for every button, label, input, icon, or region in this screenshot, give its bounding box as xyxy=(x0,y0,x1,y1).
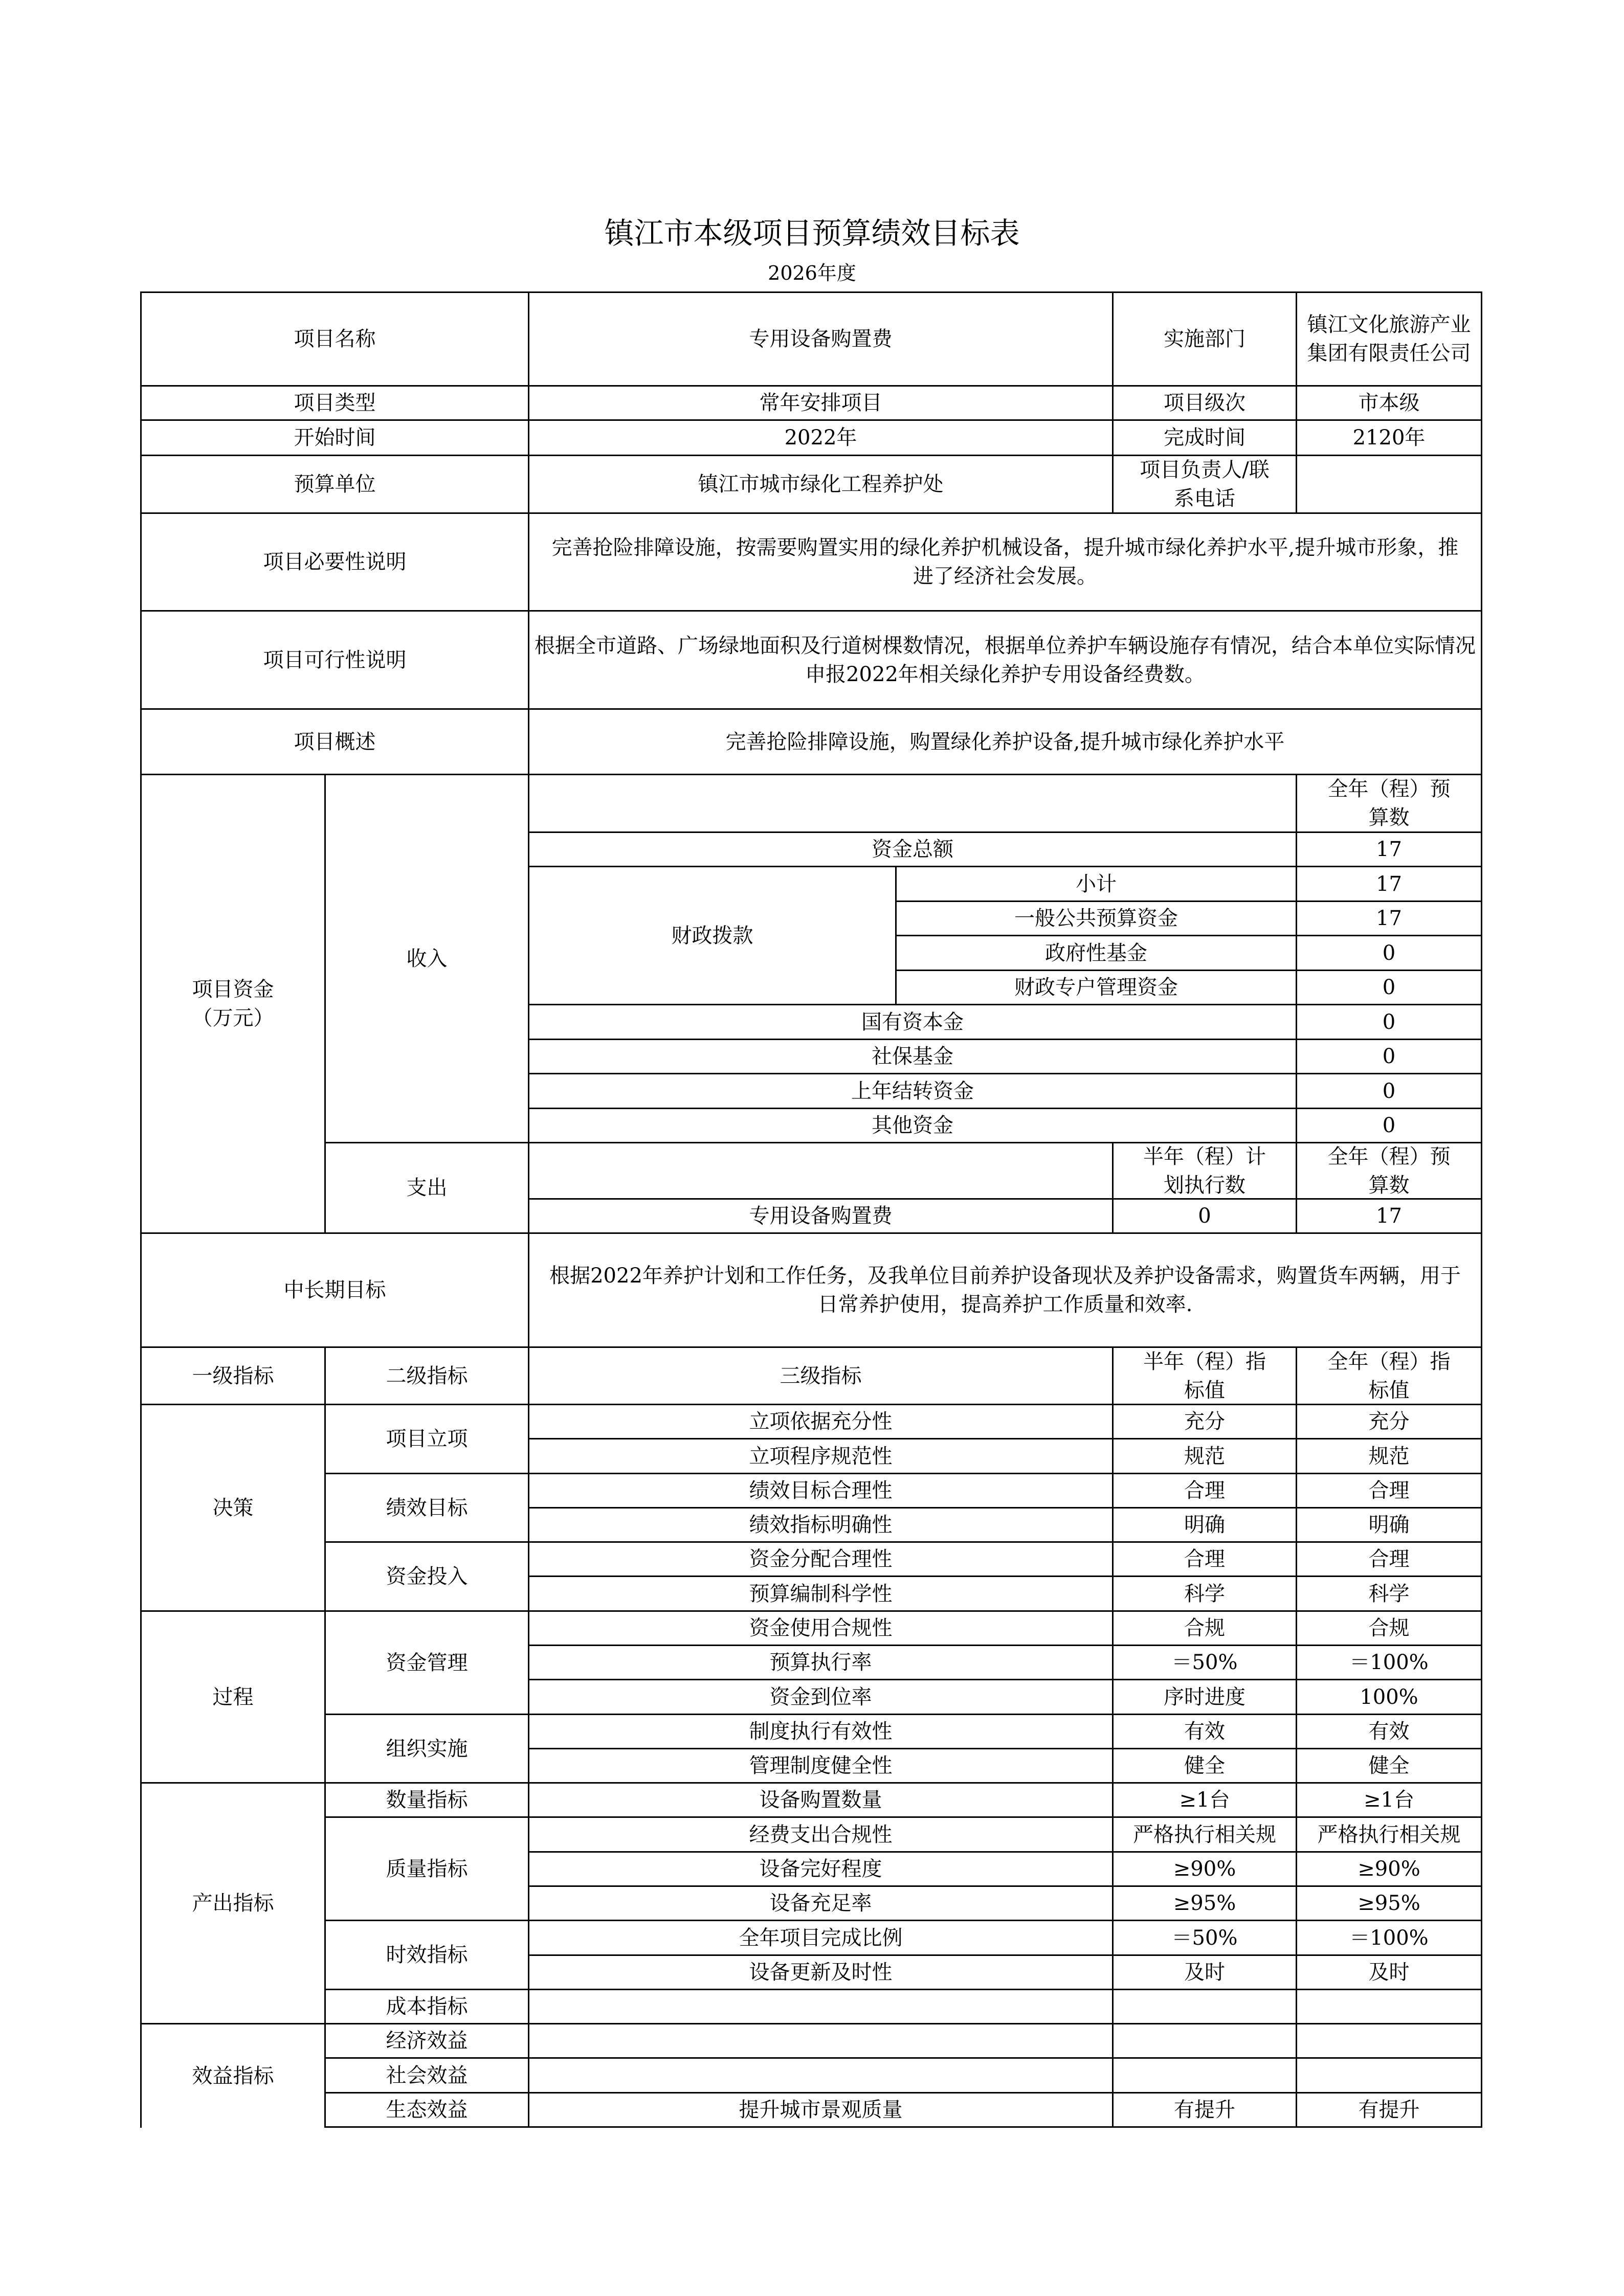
indicator-level1 xyxy=(140,1782,326,2024)
indicator-level1 xyxy=(140,1404,326,1612)
other-fund-value xyxy=(1296,1039,1482,1074)
necessity-label-text: 项目必要性说明 xyxy=(263,550,407,574)
indicator-half-value xyxy=(1112,2023,1297,2059)
indicator-annual-value-text: ＝100% xyxy=(1349,1651,1429,1674)
indicator-level2 xyxy=(324,1920,529,1990)
expense-label xyxy=(324,1142,529,1234)
indicator-half-value xyxy=(1112,1610,1297,1646)
fiscal-item-value xyxy=(1296,935,1482,971)
indicator-header-level1-text: 一级指标 xyxy=(192,1364,274,1388)
unit-value xyxy=(528,455,1114,514)
feasibility-label xyxy=(140,610,529,710)
other-fund-label-text: 上年结转资金 xyxy=(851,1079,974,1103)
type-value xyxy=(528,385,1114,421)
indicator-annual-value-text: ≥90% xyxy=(1358,1857,1420,1881)
expense-annual-header xyxy=(1296,1142,1482,1200)
other-fund-label xyxy=(528,1073,1297,1109)
indicator-level3-text: 绩效目标合理性 xyxy=(749,1479,893,1502)
indicator-annual-value xyxy=(1296,1885,1482,1921)
fiscal-item-value-text: 17 xyxy=(1376,872,1402,896)
goal-label-text: 中长期目标 xyxy=(283,1278,386,1302)
level-value-text: 市本级 xyxy=(1358,391,1420,415)
goal-text-text: 根据2022年养护计划和工作任务，及我单位目前养护设备现状及养护设备需求，购置货车两辆，用于日常养护使用，提高养护工作质量和效率. xyxy=(549,1264,1461,1316)
indicator-half-value-text: ＝50% xyxy=(1171,1651,1238,1674)
fiscal-item-value-text: 0 xyxy=(1382,976,1396,999)
indicator-annual-value xyxy=(1296,1679,1482,1715)
indicator-annual-value xyxy=(1296,1507,1482,1543)
indicator-level3-text: 制度执行有效性 xyxy=(749,1720,893,1743)
necessity-value xyxy=(528,512,1482,612)
indicator-level3-text: 资金分配合理性 xyxy=(749,1547,893,1571)
indicator-level3-text: 绩效指标明确性 xyxy=(749,1513,893,1537)
indicator-annual-value xyxy=(1296,2092,1482,2128)
dept-label xyxy=(1112,291,1297,387)
indicator-annual-value xyxy=(1296,1748,1482,1784)
indicator-annual-value xyxy=(1296,1989,1482,2024)
level-label xyxy=(1112,385,1297,421)
income-label-text: 收入 xyxy=(406,947,448,971)
goal-label xyxy=(140,1232,529,1348)
indicator-half-value-text: 合规 xyxy=(1184,1616,1225,1640)
end-value-text: 2120年 xyxy=(1352,426,1426,449)
indicator-header-half xyxy=(1112,1346,1297,1405)
indicator-level3 xyxy=(528,1438,1114,1474)
indicator-annual-value-text: 100% xyxy=(1360,1685,1418,1709)
indicator-half-value-text: ＝50% xyxy=(1171,1926,1238,1950)
indicator-annual-value xyxy=(1296,1954,1482,1990)
level-value xyxy=(1296,385,1482,421)
indicator-level3 xyxy=(528,1714,1114,1749)
indicator-level3 xyxy=(528,1473,1114,1509)
indicator-header-annual-text: 全年（程）指标值 xyxy=(1327,1349,1451,1402)
indicator-level2 xyxy=(324,1541,529,1612)
indicator-level2 xyxy=(324,1473,529,1543)
indicator-half-value xyxy=(1112,2092,1297,2128)
overview-value-text: 完善抢险排障设施，购置绿化养护设备,提升城市绿化养护水平 xyxy=(725,730,1285,754)
other-fund-value xyxy=(1296,1073,1482,1109)
other-fund-label-text: 其他资金 xyxy=(872,1114,953,1137)
indicator-level2 xyxy=(324,1816,529,1921)
expense-item-annual xyxy=(1296,1198,1482,1234)
indicator-half-value xyxy=(1112,1541,1297,1577)
indicator-level3-text: 提升城市景观质量 xyxy=(739,2098,903,2122)
indicator-annual-value xyxy=(1296,2057,1482,2094)
other-fund-value xyxy=(1296,1004,1482,1040)
expense-header-blank xyxy=(528,1142,1114,1200)
contact-value xyxy=(1296,455,1482,514)
indicator-level2-text: 生态效益 xyxy=(386,2098,468,2122)
expense-item-label-text: 专用设备购置费 xyxy=(749,1204,893,1228)
page-title: 镇江市本级项目预算绩效目标表 xyxy=(604,216,1020,251)
indicator-half-value-text: 明确 xyxy=(1184,1513,1225,1537)
indicator-annual-value-text: 充分 xyxy=(1368,1410,1410,1433)
indicator-level2 xyxy=(324,1714,529,1784)
indicator-half-value-text: 规范 xyxy=(1184,1444,1225,1468)
unit-label-text: 预算单位 xyxy=(294,472,376,496)
indicator-level2-text: 绩效目标 xyxy=(386,1496,468,1520)
annual-budget-header xyxy=(1296,774,1482,833)
dept-label-text: 实施部门 xyxy=(1164,327,1245,351)
overview-label-text: 项目概述 xyxy=(294,730,376,754)
start-label-text: 开始时间 xyxy=(294,426,376,449)
fiscal-label xyxy=(528,866,897,1005)
expense-label-text: 支出 xyxy=(406,1176,448,1200)
indicator-level3 xyxy=(528,1679,1114,1715)
indicator-level1-text: 过程 xyxy=(212,1685,254,1709)
indicator-half-value xyxy=(1112,1782,1297,1818)
indicator-level1 xyxy=(140,2023,326,2128)
fiscal-item-label-text: 财政专户管理资金 xyxy=(1014,976,1178,999)
indicator-half-value xyxy=(1112,1575,1297,1612)
indicator-annual-value-text: 科学 xyxy=(1368,1582,1410,1606)
overview-label xyxy=(140,708,529,775)
other-fund-value-text: 0 xyxy=(1382,1114,1396,1137)
indicator-level2-text: 组织实施 xyxy=(386,1737,468,1761)
indicator-level1-text: 效益指标 xyxy=(192,2064,274,2088)
indicator-level2 xyxy=(324,2057,529,2094)
project-name-value-text: 专用设备购置费 xyxy=(749,327,893,351)
indicator-level3-text: 预算执行率 xyxy=(769,1651,872,1674)
indicator-half-value xyxy=(1112,1473,1297,1509)
type-value-text: 常年安排项目 xyxy=(759,391,882,415)
start-value xyxy=(528,419,1114,456)
end-label xyxy=(1112,419,1297,456)
indicator-annual-value xyxy=(1296,1782,1482,1818)
fiscal-item-label xyxy=(895,866,1297,902)
indicator-header-half-text: 半年（程）指标值 xyxy=(1143,1349,1266,1402)
page-year: 2026年度 xyxy=(768,262,856,284)
indicator-half-value xyxy=(1112,1954,1297,1990)
indicator-half-value-text: ≥95% xyxy=(1173,1892,1236,1915)
other-fund-label xyxy=(528,1039,1297,1074)
goal-text xyxy=(528,1232,1482,1348)
indicator-annual-value-text: 健全 xyxy=(1368,1754,1410,1777)
indicator-annual-value-text: ＝100% xyxy=(1349,1926,1429,1950)
indicator-half-value-text: 严格执行相关规 xyxy=(1133,1822,1276,1847)
feasibility-value-text: 根据全市道路、广场绿地面积及行道树棵数情况，根据单位养护车辆设施存有情况，结合本单位实际情况申报2022年相关绿化养护专用设备经费数。 xyxy=(535,634,1476,686)
indicator-annual-value xyxy=(1296,1404,1482,1439)
indicator-level3 xyxy=(528,2057,1114,2094)
indicator-annual-value-text: ≥95% xyxy=(1358,1892,1420,1915)
fiscal-label-text: 财政拨款 xyxy=(671,924,753,948)
indicator-half-value-text: ≥90% xyxy=(1173,1857,1236,1881)
indicator-half-value-text: 充分 xyxy=(1184,1410,1225,1433)
fiscal-item-label xyxy=(895,935,1297,971)
fiscal-item-label xyxy=(895,901,1297,936)
expense-item-half xyxy=(1112,1198,1297,1234)
indicator-half-value xyxy=(1112,1885,1297,1921)
fiscal-item-value xyxy=(1296,970,1482,1005)
indicator-half-value xyxy=(1112,2057,1297,2094)
other-fund-label xyxy=(528,1108,1297,1143)
indicator-half-value xyxy=(1112,1679,1297,1715)
funds-label xyxy=(140,774,326,1234)
indicator-level2-text: 数量指标 xyxy=(386,1788,468,1812)
indicator-half-value xyxy=(1112,1645,1297,1680)
half-plan-header xyxy=(1112,1142,1297,1200)
expense-item-annual-text: 17 xyxy=(1376,1204,1402,1228)
unit-label xyxy=(140,455,529,514)
fiscal-item-value-text: 0 xyxy=(1382,941,1396,965)
indicator-level2-text: 时效指标 xyxy=(386,1943,468,1967)
indicator-annual-value xyxy=(1296,2023,1482,2059)
indicator-annual-value xyxy=(1296,1610,1482,1646)
indicator-header-level2-text: 二级指标 xyxy=(386,1364,468,1388)
indicator-level2 xyxy=(324,1782,529,1818)
indicator-annual-value xyxy=(1296,1645,1482,1680)
indicator-annual-value-text: 明确 xyxy=(1368,1513,1410,1537)
indicator-level3 xyxy=(528,1610,1114,1646)
total-value-text: 17 xyxy=(1376,838,1402,861)
indicator-level3-text: 资金使用合规性 xyxy=(749,1616,893,1640)
half-plan-header-text: 半年（程）计划执行数 xyxy=(1143,1144,1266,1197)
indicator-half-value-text: 健全 xyxy=(1184,1754,1225,1777)
total-value xyxy=(1296,831,1482,867)
fiscal-item-label xyxy=(895,970,1297,1005)
fiscal-item-label-text: 小计 xyxy=(1076,872,1117,896)
indicator-half-value xyxy=(1112,1714,1297,1749)
indicator-level3 xyxy=(528,1575,1114,1612)
indicator-half-value-text: 科学 xyxy=(1184,1582,1225,1606)
indicator-level3 xyxy=(528,1816,1114,1853)
indicator-header-level2 xyxy=(324,1346,529,1405)
end-value xyxy=(1296,419,1482,456)
fiscal-item-value xyxy=(1296,901,1482,936)
indicator-level3 xyxy=(528,1404,1114,1439)
indicator-level1 xyxy=(140,1610,326,1784)
income-header-blank xyxy=(528,774,1297,833)
indicator-annual-value xyxy=(1296,1816,1482,1853)
income-label xyxy=(324,774,529,1143)
funds-label-text: 项目资金（万元） xyxy=(192,978,274,1030)
indicator-level2-text: 成本指标 xyxy=(386,1995,468,2018)
indicator-level3-text: 设备更新及时性 xyxy=(749,1961,893,1984)
indicator-level3 xyxy=(528,1851,1114,1887)
dept-value xyxy=(1296,291,1482,387)
other-fund-value xyxy=(1296,1108,1482,1143)
indicator-annual-value-text: 合理 xyxy=(1368,1479,1410,1502)
indicator-annual-value xyxy=(1296,1541,1482,1577)
indicator-header-level3-text: 三级指标 xyxy=(780,1364,862,1388)
indicator-half-value xyxy=(1112,1507,1297,1543)
other-fund-label-text: 国有资本金 xyxy=(861,1010,964,1034)
indicator-level2 xyxy=(324,1404,529,1474)
other-fund-value-text: 0 xyxy=(1382,1079,1396,1103)
indicator-level1-text: 产出指标 xyxy=(192,1892,274,1915)
indicator-level3-text: 经费支出合规性 xyxy=(749,1822,893,1847)
indicator-level2 xyxy=(324,2092,529,2128)
indicator-level2 xyxy=(324,1989,529,2024)
project-name-label xyxy=(140,291,529,387)
indicator-level1-text: 决策 xyxy=(212,1496,254,1520)
indicator-level2-text: 资金投入 xyxy=(386,1565,468,1588)
type-label xyxy=(140,385,529,421)
indicator-level3-text: 设备完好程度 xyxy=(759,1857,882,1881)
other-fund-label-text: 社保基金 xyxy=(872,1045,953,1068)
indicator-level2-text: 质量指标 xyxy=(386,1857,468,1881)
indicator-level3 xyxy=(528,1748,1114,1784)
indicator-level2-text: 社会效益 xyxy=(386,2063,468,2087)
indicator-annual-value-text: 有效 xyxy=(1368,1720,1410,1743)
indicator-header-level1 xyxy=(140,1346,326,1405)
other-fund-value-text: 0 xyxy=(1382,1010,1396,1034)
indicator-half-value xyxy=(1112,1851,1297,1887)
end-label-text: 完成时间 xyxy=(1164,426,1245,449)
indicator-level3-text: 设备购置数量 xyxy=(759,1788,882,1812)
indicator-annual-value xyxy=(1296,1473,1482,1509)
indicator-level3-text: 立项程序规范性 xyxy=(749,1444,893,1468)
indicator-half-value xyxy=(1112,1989,1297,2024)
feasibility-label-text: 项目可行性说明 xyxy=(263,648,407,672)
fiscal-item-label-text: 政府性基金 xyxy=(1045,941,1147,965)
annual-budget-header-text: 全年（程）预算数 xyxy=(1327,777,1451,829)
indicator-level3-text: 全年项目完成比例 xyxy=(739,1926,903,1950)
indicator-half-value xyxy=(1112,1748,1297,1784)
start-value-text: 2022年 xyxy=(784,426,857,449)
indicator-level3-text: 设备充足率 xyxy=(769,1892,872,1915)
indicator-level2 xyxy=(324,2023,529,2059)
expense-item-half-text: 0 xyxy=(1198,1204,1211,1228)
indicator-half-value xyxy=(1112,1438,1297,1474)
indicator-level3-text: 立项依据充分性 xyxy=(749,1410,893,1433)
indicator-level3 xyxy=(528,2023,1114,2059)
indicator-level3 xyxy=(528,1989,1114,2024)
indicator-annual-value-text: 规范 xyxy=(1368,1444,1410,1468)
indicator-level3-text: 预算编制科学性 xyxy=(749,1582,893,1606)
indicator-annual-value-text: 及时 xyxy=(1368,1961,1410,1984)
indicator-annual-value-text: 有提升 xyxy=(1358,2098,1420,2122)
indicator-level3-text: 资金到位率 xyxy=(769,1685,872,1709)
fiscal-item-value xyxy=(1296,866,1482,902)
indicator-level3 xyxy=(528,1920,1114,1956)
indicator-header-level3 xyxy=(528,1346,1114,1405)
project-name-value xyxy=(528,291,1114,387)
necessity-value-text: 完善抢险排障设施，按需要购置实用的绿化养护机械设备，提升城市绿化养护水平,提升城市形象，推进了经济社会发展。 xyxy=(551,536,1459,588)
total-label xyxy=(528,831,1297,867)
contact-label-text: 项目负责人/联系电话 xyxy=(1140,458,1270,510)
indicator-level2-text: 经济效益 xyxy=(386,2029,468,2053)
indicator-annual-value xyxy=(1296,1920,1482,1956)
indicator-half-value-text: 有效 xyxy=(1184,1720,1225,1743)
overview-value xyxy=(528,708,1482,775)
indicator-annual-value-text: 严格执行相关规 xyxy=(1317,1822,1461,1847)
indicator-annual-value-text: ≥1台 xyxy=(1364,1788,1414,1812)
indicator-level3 xyxy=(528,1541,1114,1577)
indicator-level3-text: 管理制度健全性 xyxy=(749,1754,893,1777)
start-label xyxy=(140,419,529,456)
type-label-text: 项目类型 xyxy=(294,391,376,415)
indicator-level3 xyxy=(528,2092,1114,2128)
other-fund-label xyxy=(528,1004,1297,1040)
expense-item-label xyxy=(528,1198,1114,1234)
indicator-level3 xyxy=(528,1782,1114,1818)
indicator-level2-text: 资金管理 xyxy=(386,1651,468,1675)
project-name-label-text: 项目名称 xyxy=(294,327,376,351)
fiscal-item-label-text: 一般公共预算资金 xyxy=(1014,907,1178,930)
indicator-half-value-text: 有提升 xyxy=(1174,2098,1235,2122)
total-label-text: 资金总额 xyxy=(872,838,953,861)
level-label-text: 项目级次 xyxy=(1164,391,1245,415)
indicator-half-value xyxy=(1112,1404,1297,1439)
feasibility-value xyxy=(528,610,1482,710)
indicator-half-value-text: 合理 xyxy=(1184,1547,1225,1571)
other-fund-value-text: 0 xyxy=(1382,1045,1396,1068)
indicator-annual-value-text: 合规 xyxy=(1368,1616,1410,1640)
indicator-annual-value xyxy=(1296,1438,1482,1474)
indicator-annual-value xyxy=(1296,1575,1482,1612)
necessity-label xyxy=(140,512,529,612)
indicator-level2 xyxy=(324,1610,529,1715)
fiscal-item-value-text: 17 xyxy=(1376,907,1402,930)
indicator-level3 xyxy=(528,1507,1114,1543)
contact-label xyxy=(1112,455,1297,514)
unit-value-text: 镇江市城市绿化工程养护处 xyxy=(698,472,944,496)
indicator-level2-text: 项目立项 xyxy=(386,1427,468,1451)
indicator-half-value-text: 合理 xyxy=(1184,1479,1225,1502)
indicator-half-value xyxy=(1112,1920,1297,1956)
dept-value-text: 镇江文化旅游产业集团有限责任公司 xyxy=(1307,313,1471,365)
indicator-annual-value xyxy=(1296,1851,1482,1887)
indicator-level3 xyxy=(528,1885,1114,1921)
indicator-half-value-text: 序时进度 xyxy=(1164,1685,1245,1709)
indicator-half-value xyxy=(1112,1816,1297,1853)
indicator-header-annual xyxy=(1296,1346,1482,1405)
indicator-annual-value-text: 合理 xyxy=(1368,1547,1410,1571)
indicator-annual-value xyxy=(1296,1714,1482,1749)
indicator-half-value-text: ≥1台 xyxy=(1179,1788,1230,1812)
expense-annual-header-text: 全年（程）预算数 xyxy=(1327,1144,1451,1197)
indicator-level3 xyxy=(528,1954,1114,1990)
indicator-level3 xyxy=(528,1645,1114,1680)
indicator-half-value-text: 及时 xyxy=(1184,1961,1225,1984)
